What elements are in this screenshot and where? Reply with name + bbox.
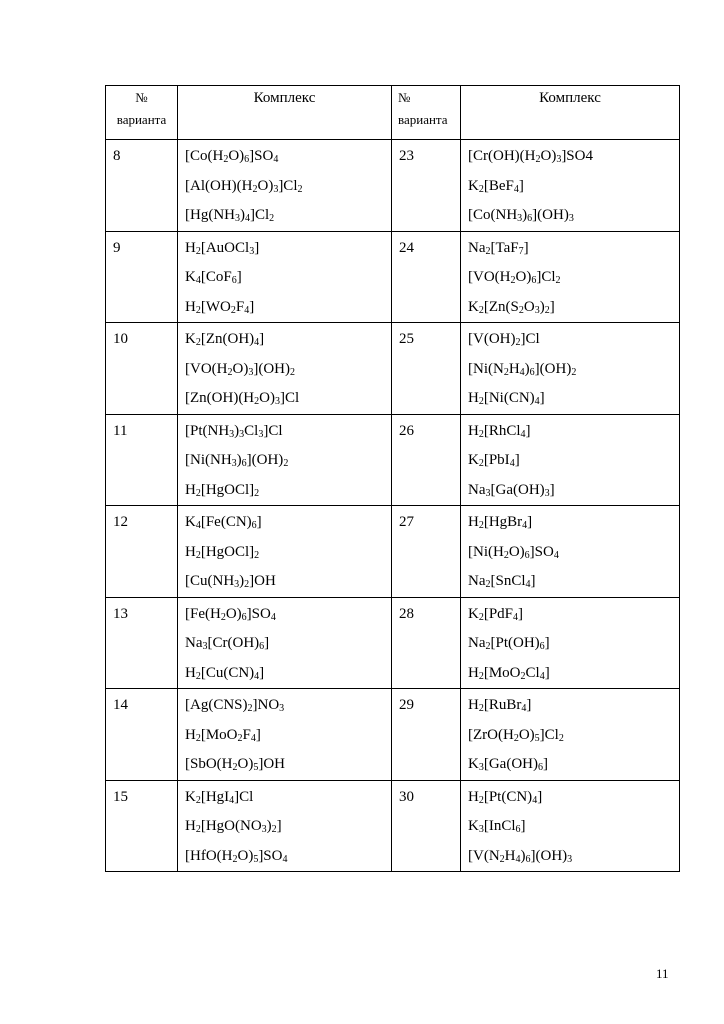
complex-formula: $H_2[HgO(NO_3)_2]$ [185, 818, 282, 835]
complex-cell-left [178, 231, 392, 323]
table-row [106, 689, 680, 781]
variant-number: 26 [399, 422, 414, 439]
variant-label: варианта [116, 112, 167, 127]
variant-cell-left [106, 506, 178, 598]
complex-cell-left [178, 323, 392, 415]
variant-number: 13 [113, 605, 128, 622]
complex-cell-left [178, 689, 392, 781]
complex-formula: $H_2[Pt(CN)_4]$ [468, 788, 543, 806]
complex-formula: $K_2[PdF_4]$ [468, 605, 524, 623]
complex-formula: $Na_2[TaF_7]$ [468, 239, 529, 257]
variant-cell-right [392, 140, 461, 232]
complex-formula: $[Hg(NH_3)_4]Cl_2$ [185, 207, 275, 224]
variant-label: варианта [398, 112, 448, 127]
header-complex-right [461, 86, 680, 140]
variant-number: 27 [399, 514, 414, 530]
complex-formula: $[Ni(NH_3)_6](OH)_2$ [185, 452, 289, 469]
complex-formula: $[Cr(OH)(H_2O)_3]SO4$ [468, 148, 593, 165]
page-number: 11 [656, 966, 669, 981]
variant-number: 10 [113, 331, 128, 347]
complex-formula: $[Zn(OH)(H_2O)_3]Cl$ [185, 390, 300, 407]
complex-formula: $[VO(H_2O)_3](OH)_2$ [185, 360, 295, 378]
complex-formula: $K_2[Zn(S_2O_3)_2]$ [468, 298, 555, 316]
complex-formula: $[V(OH)_2]Cl$ [468, 331, 540, 348]
complex-formula: $H_2[HgBr_4]$ [468, 514, 533, 531]
complex-cell-right [461, 780, 680, 872]
variant-cell-left [106, 780, 178, 872]
complex-cell-right [461, 689, 680, 781]
complex-formula: $[Fe(H_2O)_6]SO_4$ [185, 605, 276, 623]
variant-cell-right [392, 506, 461, 598]
complex-formula: $H_2[MoO_2F_4]$ [185, 726, 261, 744]
complex-formula: $H_2[WO_2F_4]$ [185, 298, 255, 316]
table-body [106, 140, 680, 872]
complex-formula: $H_2[AuOCl_3]$ [185, 239, 260, 257]
table-header-row [106, 86, 680, 140]
complex-cell-left [178, 780, 392, 872]
variant-cell-left [106, 414, 178, 506]
complex-cell-right [461, 414, 680, 506]
complex-formula: $K_2[BeF_4]$ [468, 177, 524, 195]
complex-label: Комплекс [539, 90, 601, 106]
complex-formula: $[Ni(H_2O)_6]SO_4$ [468, 543, 559, 561]
complex-formula: $Na_2[Pt(OH)_6]$ [468, 635, 550, 652]
table-row [106, 323, 680, 415]
complex-label: Комплекс [253, 90, 316, 106]
complex-formula: $Na_3[Cr(OH)_6]$ [185, 635, 270, 652]
variant-cell-right [392, 780, 461, 872]
table-row [106, 597, 680, 689]
variant-number: 29 [399, 697, 414, 713]
variant-number: 23 [399, 148, 414, 164]
table-row [106, 780, 680, 872]
complex-formula: $K_4[CoF_6]$ [185, 269, 242, 286]
number-symbol: № [398, 90, 411, 105]
complex-formula: $[HfO(H_2O)_5]SO_4$ [185, 847, 288, 865]
number-symbol: № [135, 90, 148, 105]
table-row [106, 506, 680, 598]
header-variant-right [392, 86, 461, 140]
variant-number: 12 [113, 514, 128, 530]
complex-cell-left [178, 597, 392, 689]
complex-cell-right [461, 506, 680, 598]
complex-cell-left [178, 140, 392, 232]
complex-formula: $H_2[Cu(CN)_4]$ [185, 664, 265, 682]
variant-number: 28 [399, 605, 414, 622]
variant-number: 14 [113, 697, 128, 713]
variant-number: 15 [113, 788, 128, 805]
variant-cell-left [106, 140, 178, 232]
complex-formula: $[V(N_2H_4)_6](OH)_3$ [468, 847, 573, 865]
complex-cell-right [461, 597, 680, 689]
variant-cell-right [392, 231, 461, 323]
variant-number: 30 [399, 788, 414, 805]
complex-formula: $H_2[HgOCl]_2$ [185, 543, 260, 561]
variant-cell-left [106, 323, 178, 415]
table-row [106, 140, 680, 232]
complex-formula: $K_2[HgI_4]Cl$ [185, 788, 254, 806]
complex-formula: $H_2[MoO_2Cl_4]$ [468, 664, 550, 682]
complex-formula: $[Al(OH)(H_2O)_3]Cl_2$ [185, 177, 303, 195]
variant-cell-right [392, 323, 461, 415]
complex-formula: $H_2[Ni(CN)_4]$ [468, 390, 545, 407]
variant-cell-left [106, 597, 178, 689]
complex-formula: $[ZrO(H_2O)_5]Cl_2$ [468, 726, 564, 744]
complex-formula: $K_3[InCl_6]$ [468, 818, 526, 835]
complex-formula: $Na_3[Ga(OH)_3]$ [468, 481, 555, 499]
variant-number: 9 [113, 239, 121, 256]
complex-formula: $[Ni(N_2H_4)_6](OH)_2$ [468, 360, 577, 378]
complex-formula: $K_2[Zn(OH)_4]$ [185, 331, 265, 348]
complex-formula: $Na_2[SnCl_4]$ [468, 573, 536, 590]
variant-cell-left [106, 689, 178, 781]
complex-formula: $K_4[Fe(CN)_6]$ [185, 514, 262, 531]
variant-number: 25 [399, 331, 414, 347]
table-row [106, 414, 680, 506]
table-row [106, 231, 680, 323]
complex-formula: $K_3[Ga(OH)_6]$ [468, 756, 548, 773]
complex-formula: $H_2[HgOCl]_2$ [185, 481, 260, 499]
complex-cell-left [178, 506, 392, 598]
variants-table [105, 85, 680, 872]
variant-cell-right [392, 414, 461, 506]
variant-cell-right [392, 597, 461, 689]
complex-formula: $[Ag(CNS)_2]NO_3$ [185, 697, 285, 714]
complex-cell-right [461, 231, 680, 323]
header-variant-left [106, 86, 178, 140]
complex-cell-right [461, 323, 680, 415]
complex-cell-left [178, 414, 392, 506]
complex-formula: $[Cu(NH_3)_2]OH$ [185, 573, 276, 590]
variant-cell-left [106, 231, 178, 323]
complex-formula: $[Pt(NH_3)_3Cl_3]Cl$ [185, 422, 283, 440]
variant-cell-right [392, 689, 461, 781]
variant-number: 11 [113, 422, 128, 439]
variant-number: 24 [399, 239, 414, 256]
complex-formula: $[VO(H_2O)_6]Cl_2$ [468, 269, 561, 286]
complex-formula: $[SbO(H_2O)_5]OH$ [185, 756, 285, 773]
complex-formula: $H_2[RuBr_4]$ [468, 697, 532, 714]
complex-formula: $H_2[RhCl_4]$ [468, 422, 531, 440]
complex-formula: $[Co(H_2O)_6]SO_4$ [185, 148, 279, 165]
complex-formula: $[Co(NH_3)_6](OH)_3$ [468, 207, 574, 224]
variant-number: 8 [113, 148, 121, 164]
complex-cell-right [461, 140, 680, 232]
header-complex-left [178, 86, 392, 140]
complex-formula: $K_2[PbI_4]$ [468, 452, 520, 469]
